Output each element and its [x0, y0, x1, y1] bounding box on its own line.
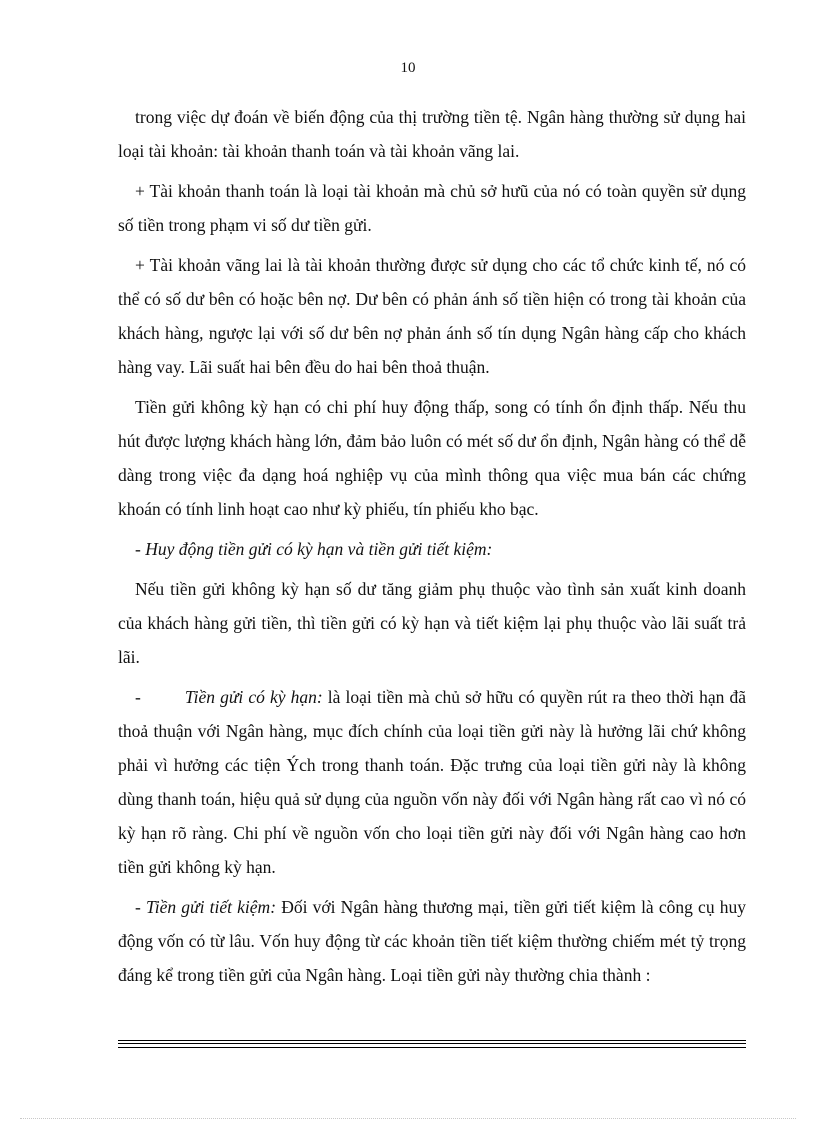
paragraph-3: + Tài khoản vãng lai là tài khoản thường được sử dụng cho các tổ chức kinh tế, nó có thể có số dư bên có hoặc bên nợ. Dư bên có phản ánh số tiền hiện có trong tài khoản của khách hàng, ngược lại với số dư bên nợ phản ánh số tín dụng Ngân hàng cấp cho khách hàng vay. Lãi suất hai bên đều do hai bên thoả thuận. — [118, 255, 746, 377]
paragraph-2: + Tài khoản thanh toán là loại tài khoản mà chủ sở hưũ của nó có toàn quyền sử dụng số tiền trong phạm vi số dư tiền gửi. — [118, 181, 746, 235]
document-body — [118, 100, 746, 998]
footer-rule — [118, 1040, 746, 1048]
paragraph-1: trong việc dự đoán về biến động của thị trường tiền tệ. Ngân hàng thường sử dụng hai loại tài khoản: tài khoản thanh toán và tài khoản vãng lai. — [118, 107, 746, 161]
section-heading: - Huy động tiền gửi có kỳ hạn và tiền gửi tiết kiệm: — [135, 539, 493, 559]
page-edge-dots — [20, 1118, 796, 1119]
term-definition: Đối với Ngân hàng thương mại, tiền gửi tiết kiệm là công cụ huy động vốn có từ lâu. Vốn huy động từ các khoản tiền tiết kiệm thường chiếm mét tỷ trọng đáng kể trong tiền gửi của Ngân hàng. Loại tiền gửi này thường chia thành : — [118, 897, 746, 985]
list-dash: - — [135, 687, 141, 707]
page-number: 10 — [400, 60, 416, 76]
term-label: Tiền gửi có kỳ hạn: — [184, 687, 323, 707]
paragraph-6 — [118, 680, 746, 884]
paragraph-4: Tiền gửi không kỳ hạn có chi phí huy động thấp, song có tính ổn định thấp. Nếu thu hút được lượng khách hàng lớn, đảm bảo luôn có mét số dư ổn định, Ngân hàng có thể dễ dàng trong việc đa dạng hoá nghiệp vụ của mình thông qua việc mua bán các chứng khoán có tính linh hoạt cao như kỳ phiếu, tín phiếu kho bạc. — [118, 397, 746, 519]
paragraph-7 — [118, 890, 746, 992]
term-definition: là loại tiền mà chủ sở hữu có quyền rút ra theo thời hạn đã thoả thuận với Ngân hàng, mục đích chính của loại tiền gửi này là hưởng lãi chứ không phải vì hưởng các tiện Ých trong thanh toán. Đặc trưng của loại tiền gửi này là không dùng thanh toán, hiệu quả sử dụng của nguồn vốn này đối với Ngân hàng rất cao vì nó có kỳ hạn rõ ràng. Chi phí về nguồn vốn cho loại tiền gửi này đối với Ngân hàng cao hơn tiền gửi không kỳ hạn. — [118, 687, 746, 877]
term-label: - Tiền gửi tiết kiệm: — [135, 897, 277, 917]
paragraph-5: Nếu tiền gửi không kỳ hạn số dư tăng giảm phụ thuộc vào tình sản xuất kinh doanh của khách hàng gửi tiền, thì tiền gửi có kỳ hạn và tiết kiệm lại phụ thuộc vào lãi suất trả lãi. — [118, 579, 746, 667]
